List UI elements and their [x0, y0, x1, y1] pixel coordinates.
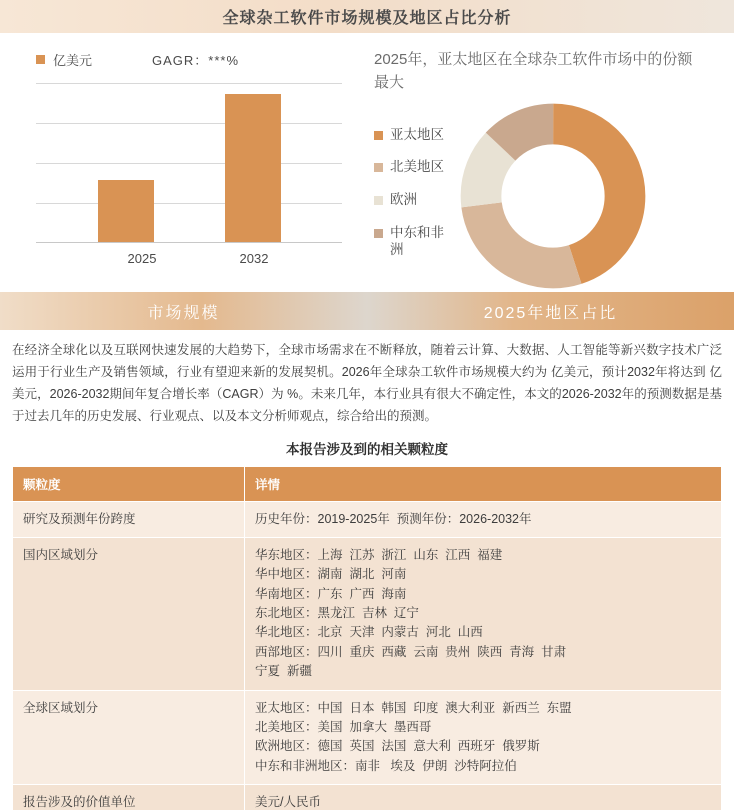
- detail-line: 东北地区：黑龙江 吉林 辽宁: [255, 606, 419, 620]
- bar-2025: [98, 180, 154, 242]
- table-row: [13, 537, 722, 690]
- tab-label: 市场规模: [147, 304, 220, 322]
- legend-swatch-icon: [374, 229, 383, 238]
- row-label: 全球区域划分: [13, 690, 245, 785]
- row-label: 报告涉及的价值单位: [13, 785, 245, 810]
- detail-line: 历史年份：2019-2025年 预测年份：2026-2032年: [255, 511, 532, 526]
- table-header-row: [13, 466, 722, 501]
- row-label: 国内区域划分: [13, 537, 245, 690]
- legend-item-mea: [374, 225, 448, 259]
- bar-chart-plot: [36, 83, 342, 243]
- pie-chart-panel: [366, 40, 734, 292]
- table-header-detail: 详情: [245, 466, 722, 501]
- detail-line: 西部地区：四川 重庆 西藏 云南 贵州 陕西 青海 甘肃: [255, 644, 567, 659]
- legend-label: 亿美元: [53, 53, 93, 68]
- legend-label: 北美地区: [390, 159, 444, 175]
- detail-line: 亚太地区：中国 日本 韩国 印度 澳大利亚 新西兰 东盟: [255, 700, 572, 715]
- legend-label: 亚太地区: [390, 126, 444, 142]
- table-header-granularity: 颗粒度: [13, 466, 245, 501]
- pie-chart-title: 2025年，亚太地区在全球杂工软件市场中的份额最大: [374, 51, 693, 92]
- detail-line: 美元/人民币: [255, 795, 321, 809]
- legend-label: 欧洲: [390, 192, 417, 208]
- bar-2032: [225, 94, 281, 242]
- row-detail: [245, 785, 722, 810]
- detail-line: 华南地区：广东 广西 海南: [255, 586, 407, 601]
- legend-swatch-icon: [374, 163, 383, 172]
- detail-line: 欧洲地区：德国 英国 法国 意大利 西班牙 俄罗斯: [255, 739, 540, 754]
- section-tabs: [0, 292, 734, 330]
- x-tick-label: 2025: [127, 251, 157, 266]
- legend-swatch-icon: [36, 55, 45, 64]
- legend-item-amount: [36, 50, 92, 69]
- detail-line: 华北地区：北京 天津 内蒙古 河北 山西: [255, 625, 483, 640]
- tab-market-size[interactable]: [0, 292, 367, 330]
- bar-chart-legend: [18, 50, 348, 69]
- legend-label: 中东和非洲: [390, 225, 444, 257]
- legend-swatch-icon: [374, 196, 383, 205]
- page-title: 全球杂工软件市场规模及地区占比分析: [222, 10, 512, 27]
- charts-section: [0, 34, 734, 292]
- pie-chart-body: [374, 105, 722, 291]
- detail-line: 华东地区：上海 江苏 浙江 山东 江西 福建: [255, 547, 503, 562]
- pie-chart-legend: [374, 105, 448, 275]
- table-caption: 本报告涉及到的相关颗粒度: [286, 441, 448, 457]
- table-row: [13, 690, 722, 785]
- x-tick-label: 2032: [239, 251, 269, 266]
- bar-series: [36, 83, 342, 242]
- row-detail: [245, 690, 722, 785]
- granularity-table: [12, 466, 722, 810]
- legend-item-north-america: [374, 159, 448, 176]
- row-label: 研究及预测年份跨度: [13, 501, 245, 537]
- detail-line: 华中地区：湖南 湖北 河南: [255, 567, 407, 582]
- table-row: [13, 501, 722, 537]
- row-detail: [245, 501, 722, 537]
- donut-chart: [458, 101, 648, 291]
- detail-line: 北美地区：美国 加拿大 墨西哥: [255, 719, 432, 734]
- legend-item-asia-pacific: [374, 127, 448, 144]
- legend-item-europe: [374, 192, 448, 209]
- detail-line: 中东和非洲地区：南非 埃及 伊朗 沙特阿拉伯: [255, 758, 517, 773]
- bar-chart-x-axis: [36, 243, 342, 266]
- tab-label: 2025年地区占比: [483, 304, 618, 322]
- detail-line: 宁夏 新疆: [255, 664, 312, 679]
- table-row: [13, 785, 722, 810]
- donut-slice-mea: [481, 124, 625, 268]
- bar-chart-panel: [0, 40, 366, 292]
- summary-paragraph: 在经济全球化以及互联网快速发展的大趋势下，全球市场需求在不断释放，随着云计算、大数据、人工智能等新兴数字技术广泛运用于行业生产及销售领域，行业有望迎来新的发展契机。2026年全球杂工软件市场规模大约为 亿美元，预计2032年将达到 亿美元，2026-2032期间年复合增长率（CAGR）为 %。未来几年，本行业具有很大不确定性，本文的2026-2032年的预测数据是基于过去几年的历史发展、行业观点、以及本文分析师观点，综合给出的预测。: [12, 343, 722, 423]
- row-detail: [245, 537, 722, 690]
- cagr-label: GAGR：***%: [152, 53, 240, 68]
- tab-region-share[interactable]: [367, 292, 734, 330]
- legend-swatch-icon: [374, 131, 383, 140]
- page-header: [0, 0, 734, 34]
